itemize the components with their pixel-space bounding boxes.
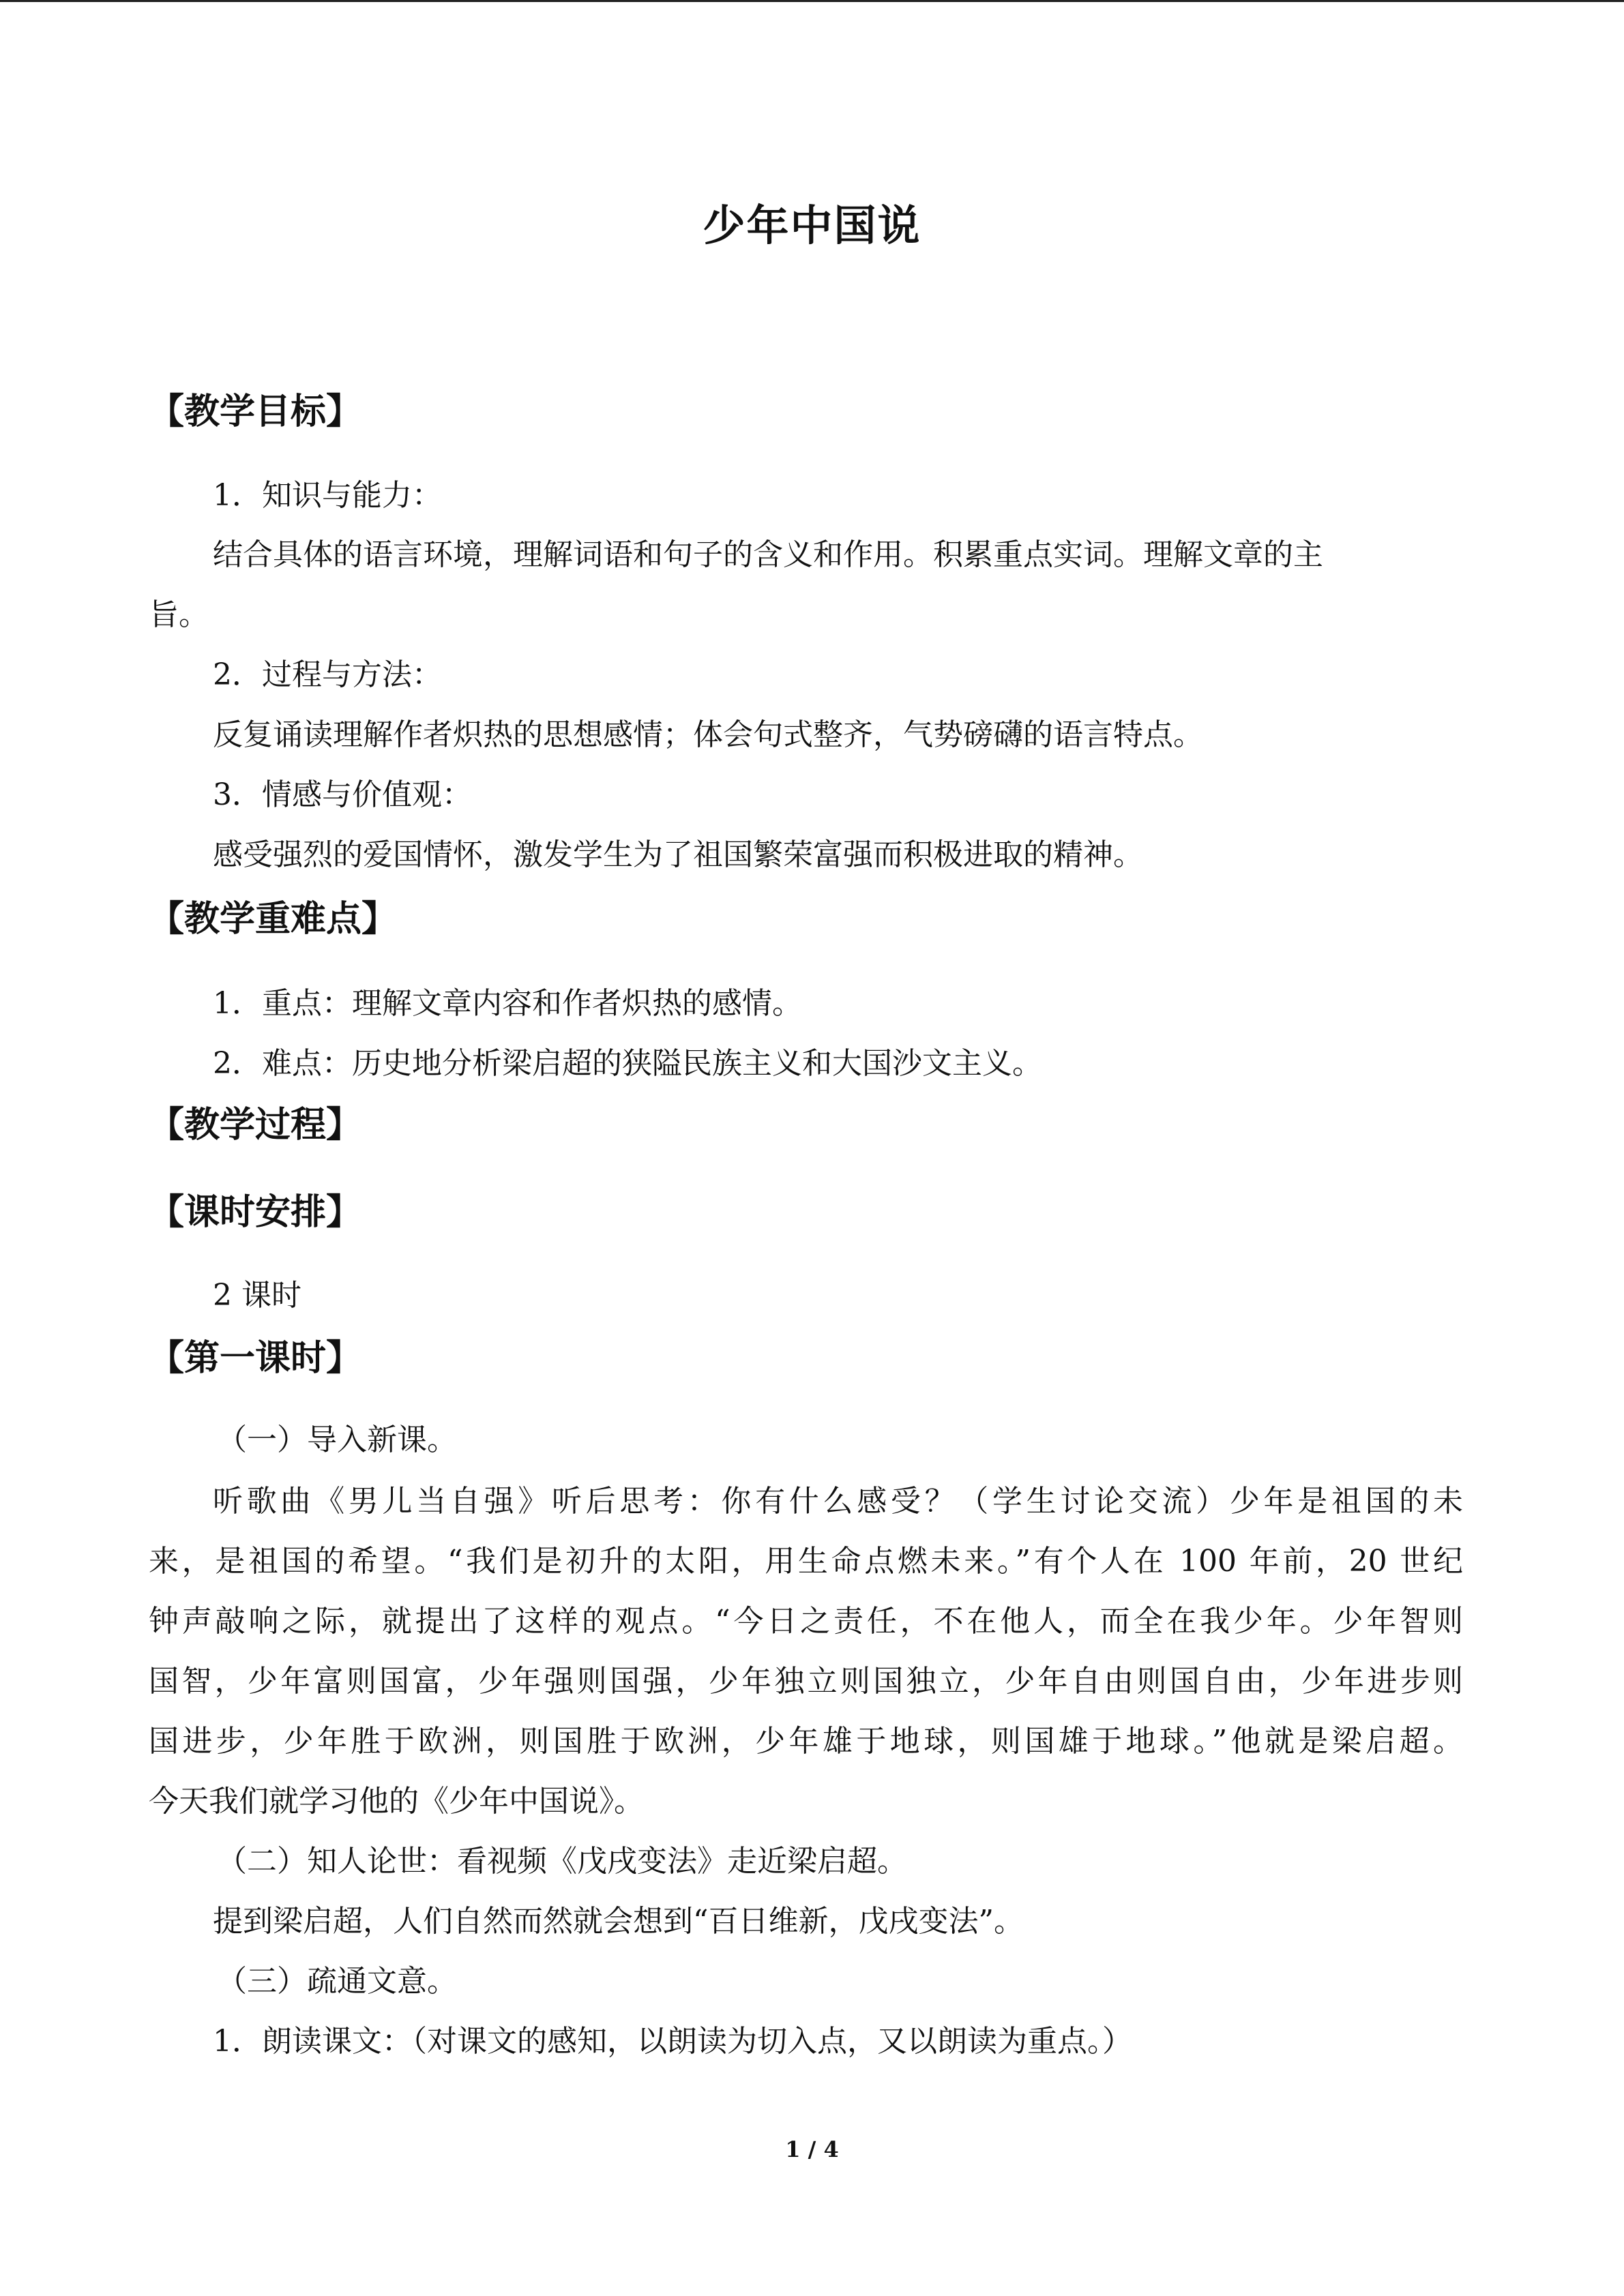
part1-paragraph-line2: 来，是祖国的希望。“我们是初升的太阳，用生命点燃未来。”有个人在 100 年前，20 世纪 (149, 1544, 1463, 1579)
heading-key-difficult-points: 【教学重难点】 (149, 899, 398, 940)
heading-teaching-process: 【教学过程】 (149, 1105, 362, 1146)
heading-teaching-objectives: 【教学目标】 (149, 391, 362, 432)
objective-3-label: 3．情感与价值观： (213, 777, 472, 812)
objective-2-label: 2．过程与方法： (213, 657, 442, 692)
class-schedule-text: 2 课时 (213, 1278, 301, 1313)
objective-1-label: 1．知识与能力： (213, 478, 442, 513)
key-point-2: 2．难点：历史地分析梁启超的狭隘民族主义和大国沙文主义。 (213, 1046, 1042, 1081)
objective-1-text-line2: 旨。 (149, 597, 209, 632)
part1-label: （一）导入新课。 (217, 1422, 457, 1457)
part3-label: （三）疏通文意。 (217, 1964, 457, 1999)
part1-paragraph-line6: 今天我们就学习他的《少年中国说》。 (149, 1784, 644, 1819)
part3-item1: 1．朗读课文：（对课文的感知，以朗读为切入点，又以朗读为重点。） (213, 2024, 1132, 2059)
objective-1-text-line1: 结合具体的语言环境，理解词语和句子的含义和作用。积累重点实词。理解文章的主 (213, 537, 1323, 572)
part2-text: 提到梁启超，人们自然而然就会想到“百日维新，戊戌变法”。 (213, 1904, 1024, 1939)
heading-first-lesson: 【第一课时】 (149, 1338, 362, 1379)
key-point-1: 1．重点：理解文章内容和作者炽热的感情。 (213, 986, 802, 1021)
part2-label: （二）知人论世：看视频《戊戌变法》走近梁启超。 (217, 1844, 907, 1879)
document-title: 少年中国说 (703, 200, 921, 250)
top-border-line (0, 0, 1624, 2)
page-number: 1 / 4 (785, 2136, 839, 2162)
part1-paragraph-line5: 国进步，少年胜于欧洲，则国胜于欧洲，少年雄于地球，则国雄于地球。”他就是梁启超。 (149, 1724, 1463, 1759)
part1-paragraph-line3: 钟声敲响之际，就提出了这样的观点。“今日之责任，不在他人，而全在我少年。少年智则 (149, 1604, 1463, 1639)
objective-3-text: 感受强烈的爱国情怀，激发学生为了祖国繁荣富强而积极进取的精神。 (213, 837, 1143, 872)
objective-2-text: 反复诵读理解作者炽热的思想感情；体会句式整齐，气势磅礴的语言特点。 (213, 717, 1203, 752)
part1-paragraph-line4: 国智，少年富则国富，少年强则国强，少年独立则国独立，少年自由则国自由，少年进步则 (149, 1664, 1463, 1699)
heading-class-schedule: 【课时安排】 (149, 1192, 362, 1233)
part1-paragraph-line1: 听歌曲《男儿当自强》听后思考：你有什么感受？（学生讨论交流）少年是祖国的未 (213, 1484, 1463, 1519)
